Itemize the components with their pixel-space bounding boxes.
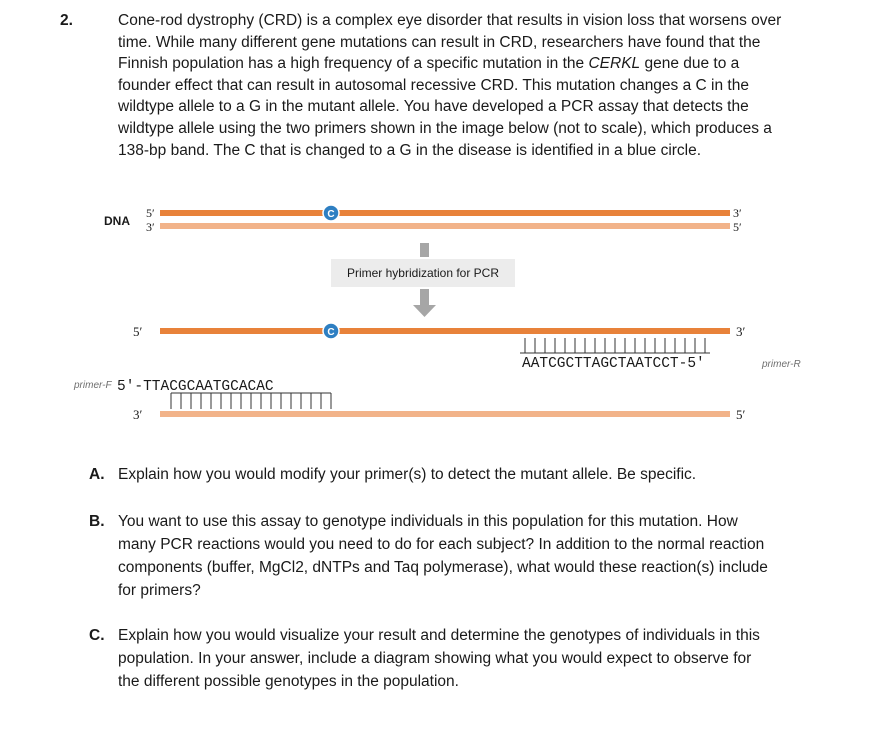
separated-top-strand [160,328,730,334]
paragraph-line: 138-bp band. The C that is changed to a G in the disease is identified in a blue circle. [118,141,702,159]
primer-r-label: primer-R [762,359,801,370]
paragraph-line: founder effect that can result in autosomal recessive CRD. This mutation changes a C in the [118,76,749,94]
separated-bottom-strand [160,411,730,417]
separated-top-3prime-label: 3′ [736,324,746,339]
part-line: components (buffer, MgCl2, dNTPs and Taq polymerase), what would these reaction(s) include [118,559,768,576]
part-c-text [118,624,818,693]
part-b-text [118,510,818,602]
paragraph-line-part: Finnish population has a high frequency of a specific mutation in the [118,55,589,73]
part-line: many PCR reactions would you need to do for each subject? In addition to the normal reaction [118,536,765,553]
bottom-strand-3prime-label: 3′ [146,220,155,234]
primer-f-sequence: 5′-TTACGCAATGCACAC [117,379,274,395]
pcr-diagram [0,195,891,435]
top-strand-3prime-label: 3′ [733,206,742,220]
primer-f-label: primer-F [74,380,112,391]
separated-bottom-5prime-label: 5′ [736,407,746,422]
gene-name: CERKL [588,55,641,73]
part-c-label: C. [89,627,105,644]
part-a-text [118,463,818,486]
bottom-strand-5prime-label: 5′ [733,220,742,234]
dna-top-strand [160,210,730,216]
part-line: population. In your answer, include a diagram showing what you would expect to observe for [118,650,752,667]
part-line: Explain how you would modify your primer(s) to detect the mutant allele. Be specific. [118,466,697,483]
primer-r-ticks [520,338,710,353]
question-number: 2. [60,12,73,29]
primer-r-sequence: AATCGCTTAGCTAATCCT-5′ [522,356,705,372]
dna-bottom-strand [160,223,730,229]
part-line: for primers? [118,582,201,599]
paragraph-line: wildtype allele to a G in the mutant allele. You have developed a PCR assay that detects the [118,98,749,116]
part-b-label: B. [89,513,105,530]
separated-bottom-3prime-label: 3′ [133,407,143,422]
dna-label: DNA [104,214,130,228]
paragraph-line [118,53,838,75]
paragraph-line: time. While many different gene mutations can result in CRD, researchers have found that the [118,33,761,51]
mutation-site-letter-separated: C [327,327,335,338]
question-paragraph [118,10,838,161]
arrow-shaft-bottom [420,289,429,305]
paragraph-line: wildtype allele using the two primers shown in the image below (not to scale), which produces a [118,119,772,137]
primer-f-ticks [171,393,331,409]
part-line: You want to use this assay to genotype individuals in this population for this mutation. How [118,513,738,530]
paragraph-line: Cone-rod dystrophy (CRD) is a complex eye disorder that results in vision loss that worsens over [118,12,782,29]
part-line: the different possible genotypes in the population. [118,673,459,690]
down-arrow-icon [413,305,436,317]
arrow-label: Primer hybridization for PCR [346,266,500,280]
separated-top-5prime-label: 5′ [133,324,143,339]
arrow-shaft-top [420,243,429,257]
paragraph-line-part: gene due to a [640,55,740,73]
mutation-site-letter: C [327,209,335,220]
part-a-label: A. [89,466,105,483]
top-strand-5prime-label: 5′ [146,206,155,220]
part-line: Explain how you would visualize your result and determine the genotypes of individuals in this [118,627,760,644]
